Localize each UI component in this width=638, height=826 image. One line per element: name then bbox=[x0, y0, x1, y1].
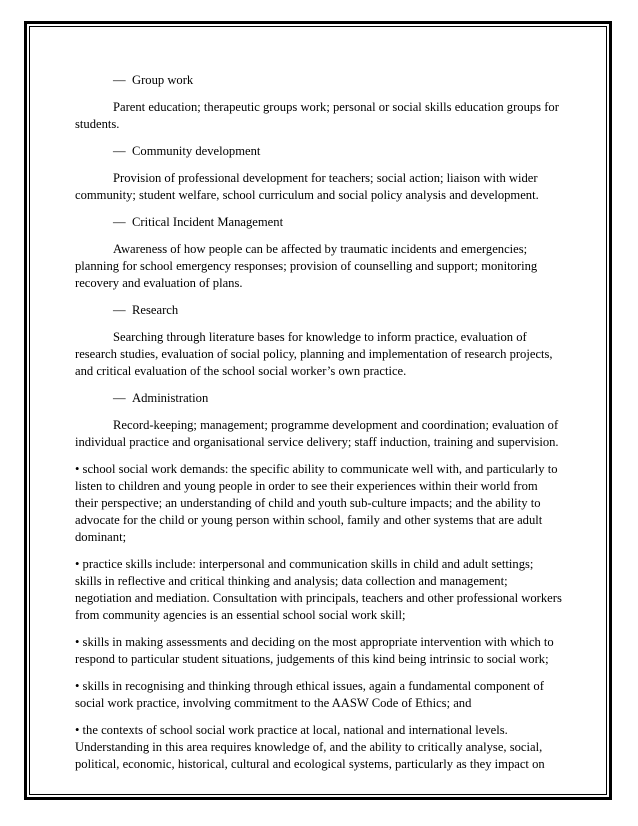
section-heading-critical-incident: — Critical Incident Management bbox=[113, 215, 284, 229]
section-heading-group-work: — Group work bbox=[113, 73, 194, 87]
section-heading-research: — Research bbox=[113, 303, 179, 317]
section-heading-administration: — Administration bbox=[113, 391, 209, 405]
section-heading-community-development: — Community development bbox=[113, 144, 261, 158]
dash-glyph: — bbox=[113, 144, 126, 158]
bullet-paragraph: • practice skills include: interpersonal and communication skills in child and adult settings; skills in reflective and critical thinking and analysis; data collection and management; negotiation and mediation. Consultation with principals, teachers and other professional workers from community agencies is an essential school social work skill; bbox=[75, 557, 562, 622]
dash-glyph: — bbox=[113, 215, 126, 229]
section-body-critical-incident: Awareness of how people can be affected by traumatic incidents and emergencies; planning for school emergency responses; provision of counselling and support; monitoring recovery and evaluation of plans. bbox=[75, 242, 538, 290]
dash-glyph: — bbox=[113, 303, 126, 317]
dash-glyph: — bbox=[113, 73, 126, 87]
bullet-paragraph: • the contexts of school social work practice at local, national and international levels. Understanding in this area requires knowledge of, and the ability to critically analyse, social, political, economic, historical, cultural and ecological systems, particularly as they impact on bbox=[75, 723, 545, 771]
dash-glyph: — bbox=[113, 391, 126, 405]
section-body-research: Searching through literature bases for knowledge to inform practice, evaluation of research studies, evaluation of social policy, planning and implementation of research projects, and critical evaluation of the school social worker’s own practice. bbox=[75, 330, 553, 378]
bullet-paragraph: • skills in making assessments and deciding on the most appropriate intervention with which to respond to particular student situations, judgements of this kind being intrinsic to social work; bbox=[75, 635, 554, 666]
bullet-paragraph: • school social work demands: the specific ability to communicate well with, and particularly to listen to children and young people in order to see their experiences within their world from their perspective; an understanding of child and youth sub-culture impacts; and the ability to advocate for the child or young person within school, family and other systems that are adult dominant; bbox=[75, 462, 558, 544]
section-body-administration: Record-keeping; management; programme development and coordination; evaluation of individual practice and organisational service delivery; staff induction, training and supervision. bbox=[75, 418, 559, 449]
section-body-group-work: Parent education; therapeutic groups work; personal or social skills education groups for students. bbox=[75, 100, 559, 131]
section-body-community-development: Provision of professional development for teachers; social action; liaison with wider community; student welfare, school curriculum and social policy analysis and development. bbox=[75, 171, 539, 202]
bullet-paragraph: • skills in recognising and thinking through ethical issues, again a fundamental component of social work practice, involving commitment to the AASW Code of Ethics; and bbox=[75, 679, 544, 710]
document-body bbox=[75, 72, 563, 783]
